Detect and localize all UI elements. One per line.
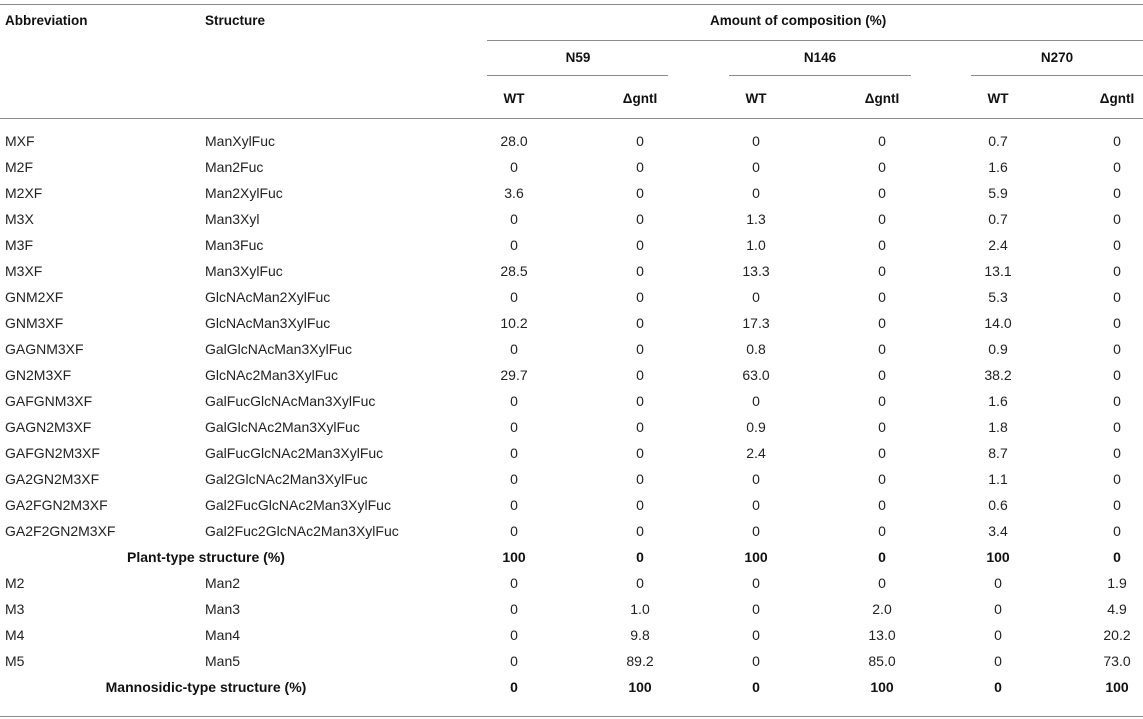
value-cell: 0 <box>752 653 760 669</box>
value-cell: 0 <box>636 393 644 409</box>
value-cell: 0 <box>636 315 644 331</box>
value-cell: 0 <box>636 211 644 227</box>
value-cell: 0 <box>878 133 886 149</box>
value-cell: 73.0 <box>1103 653 1131 669</box>
group-header-n59: N59 <box>565 50 591 65</box>
structure-cell: GalFucGlcNAc2Man3XylFuc <box>205 445 384 461</box>
value-cell: 0 <box>878 159 886 175</box>
value-cell: 0 <box>636 133 644 149</box>
value-cell: 0 <box>878 367 886 383</box>
structure-cell: GalFucGlcNAcMan3XylFuc <box>205 393 376 409</box>
value-cell: 9.8 <box>630 627 650 643</box>
value-cell: 0 <box>878 549 886 565</box>
value-cell: 0 <box>1113 549 1121 565</box>
structure-header: Structure <box>205 13 266 28</box>
structure-cell: Man3XylFuc <box>205 263 283 279</box>
structure-cell: Man2Fuc <box>205 159 264 175</box>
value-cell: 0 <box>752 185 760 201</box>
n270-underline <box>971 75 1143 76</box>
abbreviation-cell: GN2M3XF <box>5 367 72 383</box>
value-cell: 13.0 <box>868 627 896 643</box>
value-cell: 0 <box>510 445 518 461</box>
value-cell: 100 <box>502 549 526 565</box>
value-cell: 0 <box>878 237 886 253</box>
value-cell: 0 <box>1113 445 1121 461</box>
value-cell: 0 <box>1113 471 1121 487</box>
value-cell: 13.3 <box>742 263 770 279</box>
value-cell: 0 <box>994 575 1002 591</box>
abbreviation-cell: GAGN2M3XF <box>5 419 92 435</box>
group-header-n146: N146 <box>803 50 837 65</box>
structure-cell: ManXylFuc <box>205 133 276 149</box>
value-cell: 0 <box>1113 523 1121 539</box>
value-cell: 0 <box>994 653 1002 669</box>
value-cell: 17.3 <box>742 315 770 331</box>
value-cell: 1.1 <box>988 471 1008 487</box>
value-cell: 0 <box>636 419 644 435</box>
value-cell: 38.2 <box>984 367 1012 383</box>
value-cell: 1.9 <box>1107 575 1127 591</box>
abbreviation-header: Abbreviation <box>5 13 88 28</box>
value-cell: 2.4 <box>988 237 1008 253</box>
value-cell: 0 <box>878 289 886 305</box>
value-cell: 0 <box>752 575 760 591</box>
abbreviation-cell: GNM2XF <box>5 289 64 305</box>
value-cell: 0 <box>878 211 886 227</box>
value-cell: 0 <box>1113 315 1121 331</box>
abbreviation-cell: MXF <box>5 133 35 149</box>
abbreviation-cell: GAGNM3XF <box>5 341 84 357</box>
value-cell: 28.0 <box>500 133 528 149</box>
value-cell: 28.5 <box>500 263 528 279</box>
value-cell: 29.7 <box>500 367 528 383</box>
value-cell: 0 <box>878 419 886 435</box>
value-cell: 0 <box>510 497 518 513</box>
value-cell: 3.6 <box>504 185 524 201</box>
value-cell: 0 <box>994 679 1002 695</box>
value-cell: 1.3 <box>746 211 766 227</box>
structure-cell: Gal2Fuc2GlcNAc2Man3XylFuc <box>205 523 399 539</box>
structure-cell: Man2 <box>205 575 241 591</box>
top-rule <box>0 4 1143 5</box>
value-cell: 100 <box>1105 679 1129 695</box>
abbreviation-cell: GA2GN2M3XF <box>5 471 100 487</box>
value-cell: 0 <box>636 523 644 539</box>
value-cell: 0 <box>636 367 644 383</box>
value-cell: 0 <box>878 393 886 409</box>
value-cell: 0 <box>994 627 1002 643</box>
abbreviation-cell: GAFGNM3XF <box>5 393 93 409</box>
value-cell: 0 <box>752 133 760 149</box>
value-cell: 0 <box>1113 289 1121 305</box>
value-cell: 0 <box>510 289 518 305</box>
value-cell: 0 <box>878 341 886 357</box>
value-cell: 2.0 <box>872 601 892 617</box>
value-cell: 0 <box>510 601 518 617</box>
value-cell: 0 <box>752 159 760 175</box>
abbreviation-cell: GNM3XF <box>5 315 64 331</box>
value-cell: 0 <box>510 523 518 539</box>
structure-cell: Gal2GlcNAc2Man3XylFuc <box>205 471 368 487</box>
value-cell: 0 <box>752 289 760 305</box>
value-cell: 0 <box>510 159 518 175</box>
value-cell: 1.8 <box>988 419 1008 435</box>
value-cell: 0 <box>1113 393 1121 409</box>
value-cell: 0 <box>1113 341 1121 357</box>
value-cell: 63.0 <box>742 367 770 383</box>
value-cell: 0 <box>510 393 518 409</box>
value-cell: 0 <box>1113 237 1121 253</box>
value-cell: 0 <box>636 237 644 253</box>
structure-cell: Man5 <box>205 653 241 669</box>
value-cell: 100 <box>744 549 768 565</box>
abbreviation-cell: M2F <box>5 159 33 175</box>
value-cell: 10.2 <box>500 315 528 331</box>
summary-label: Plant-type structure (%) <box>127 549 285 565</box>
subcolumn-header: ΔgntI <box>1099 91 1135 106</box>
value-cell: 0 <box>752 679 760 695</box>
value-cell: 13.1 <box>984 263 1012 279</box>
amount-header: Amount of composition (%) <box>710 13 887 28</box>
value-cell: 0 <box>636 185 644 201</box>
abbreviation-cell: M3X <box>5 211 34 227</box>
structure-cell: Man3 <box>205 601 241 617</box>
value-cell: 100 <box>986 549 1010 565</box>
value-cell: 0 <box>752 601 760 617</box>
value-cell: 1.0 <box>746 237 766 253</box>
subcolumn-header: ΔgntI <box>622 91 658 106</box>
abbreviation-cell: M3F <box>5 237 33 253</box>
value-cell: 0 <box>752 497 760 513</box>
abbreviation-cell: M2XF <box>5 185 43 201</box>
group-header-n270: N270 <box>1040 50 1074 65</box>
value-cell: 0 <box>636 263 644 279</box>
value-cell: 0.6 <box>988 497 1008 513</box>
value-cell: 0 <box>878 497 886 513</box>
value-cell: 0 <box>1113 419 1121 435</box>
value-cell: 0 <box>510 575 518 591</box>
structure-cell: Man2XylFuc <box>205 185 283 201</box>
value-cell: 0 <box>878 471 886 487</box>
abbreviation-cell: M3 <box>5 601 25 617</box>
value-cell: 0 <box>1113 497 1121 513</box>
subcolumn-header: WT <box>745 91 767 106</box>
value-cell: 0 <box>1113 185 1121 201</box>
value-cell: 0 <box>878 445 886 461</box>
value-cell: 0 <box>752 627 760 643</box>
abbreviation-cell: GA2F2GN2M3XF <box>5 523 116 539</box>
value-cell: 0.8 <box>746 341 766 357</box>
value-cell: 0 <box>1113 263 1121 279</box>
structure-cell: Man3Xyl <box>205 211 260 227</box>
abbreviation-cell: M5 <box>5 653 25 669</box>
value-cell: 0 <box>1113 211 1121 227</box>
value-cell: 1.0 <box>630 601 650 617</box>
subcolumn-header: WT <box>503 91 525 106</box>
value-cell: 0 <box>510 237 518 253</box>
value-cell: 0 <box>752 393 760 409</box>
value-cell: 0 <box>636 289 644 305</box>
value-cell: 0 <box>994 601 1002 617</box>
value-cell: 5.9 <box>988 185 1008 201</box>
subcolumn-header: WT <box>987 91 1009 106</box>
structure-cell: GlcNAcMan2XylFuc <box>205 289 331 305</box>
value-cell: 0 <box>636 549 644 565</box>
value-cell: 0 <box>636 497 644 513</box>
value-cell: 1.6 <box>988 159 1008 175</box>
value-cell: 0.7 <box>988 211 1008 227</box>
value-cell: 3.4 <box>988 523 1008 539</box>
value-cell: 0 <box>1113 159 1121 175</box>
value-cell: 1.6 <box>988 393 1008 409</box>
value-cell: 0 <box>878 575 886 591</box>
value-cell: 100 <box>870 679 894 695</box>
summary-label: Mannosidic-type structure (%) <box>105 679 307 695</box>
value-cell: 0 <box>636 445 644 461</box>
value-cell: 0 <box>510 679 518 695</box>
abbreviation-cell: GAFGN2M3XF <box>5 445 100 461</box>
n146-underline <box>729 75 911 76</box>
abbreviation-cell: M4 <box>5 627 25 643</box>
value-cell: 0 <box>636 341 644 357</box>
structure-cell: GalGlcNAcMan3XylFuc <box>205 341 353 357</box>
structure-cell: GlcNAc2Man3XylFuc <box>205 367 339 383</box>
value-cell: 0.9 <box>746 419 766 435</box>
value-cell: 5.3 <box>988 289 1008 305</box>
abbreviation-cell: M2 <box>5 575 25 591</box>
value-cell: 0 <box>1113 367 1121 383</box>
value-cell: 4.9 <box>1107 601 1127 617</box>
value-cell: 0 <box>510 627 518 643</box>
value-cell: 0 <box>878 263 886 279</box>
header-bottom-rule <box>0 118 1143 119</box>
value-cell: 14.0 <box>984 315 1012 331</box>
value-cell: 0 <box>510 211 518 227</box>
structure-cell: GlcNAcMan3XylFuc <box>205 315 331 331</box>
value-cell: 0 <box>752 471 760 487</box>
structure-cell: Gal2FucGlcNAc2Man3XylFuc <box>205 497 391 513</box>
value-cell: 8.7 <box>988 445 1008 461</box>
value-cell: 0 <box>510 653 518 669</box>
value-cell: 0 <box>636 159 644 175</box>
value-cell: 0 <box>878 185 886 201</box>
value-cell: 0 <box>510 419 518 435</box>
value-cell: 0 <box>752 523 760 539</box>
value-cell: 85.0 <box>868 653 896 669</box>
amount-underline <box>487 40 1143 41</box>
value-cell: 89.2 <box>626 653 654 669</box>
structure-cell: Man4 <box>205 627 241 643</box>
value-cell: 0.9 <box>988 341 1008 357</box>
value-cell: 0 <box>636 575 644 591</box>
value-cell: 0 <box>636 471 644 487</box>
structure-cell: GalGlcNAc2Man3XylFuc <box>205 419 360 435</box>
structure-cell: Man3Fuc <box>205 237 264 253</box>
value-cell: 0.7 <box>988 133 1008 149</box>
value-cell: 20.2 <box>1103 627 1131 643</box>
value-cell: 0 <box>878 315 886 331</box>
n59-underline <box>487 75 668 76</box>
subcolumn-header: ΔgntI <box>864 91 900 106</box>
bottom-rule <box>0 716 1143 717</box>
value-cell: 0 <box>878 523 886 539</box>
value-cell: 0 <box>510 471 518 487</box>
abbreviation-cell: GA2FGN2M3XF <box>5 497 108 513</box>
value-cell: 0 <box>1113 133 1121 149</box>
value-cell: 0 <box>510 341 518 357</box>
value-cell: 2.4 <box>746 445 766 461</box>
value-cell: 100 <box>628 679 652 695</box>
abbreviation-cell: M3XF <box>5 263 43 279</box>
